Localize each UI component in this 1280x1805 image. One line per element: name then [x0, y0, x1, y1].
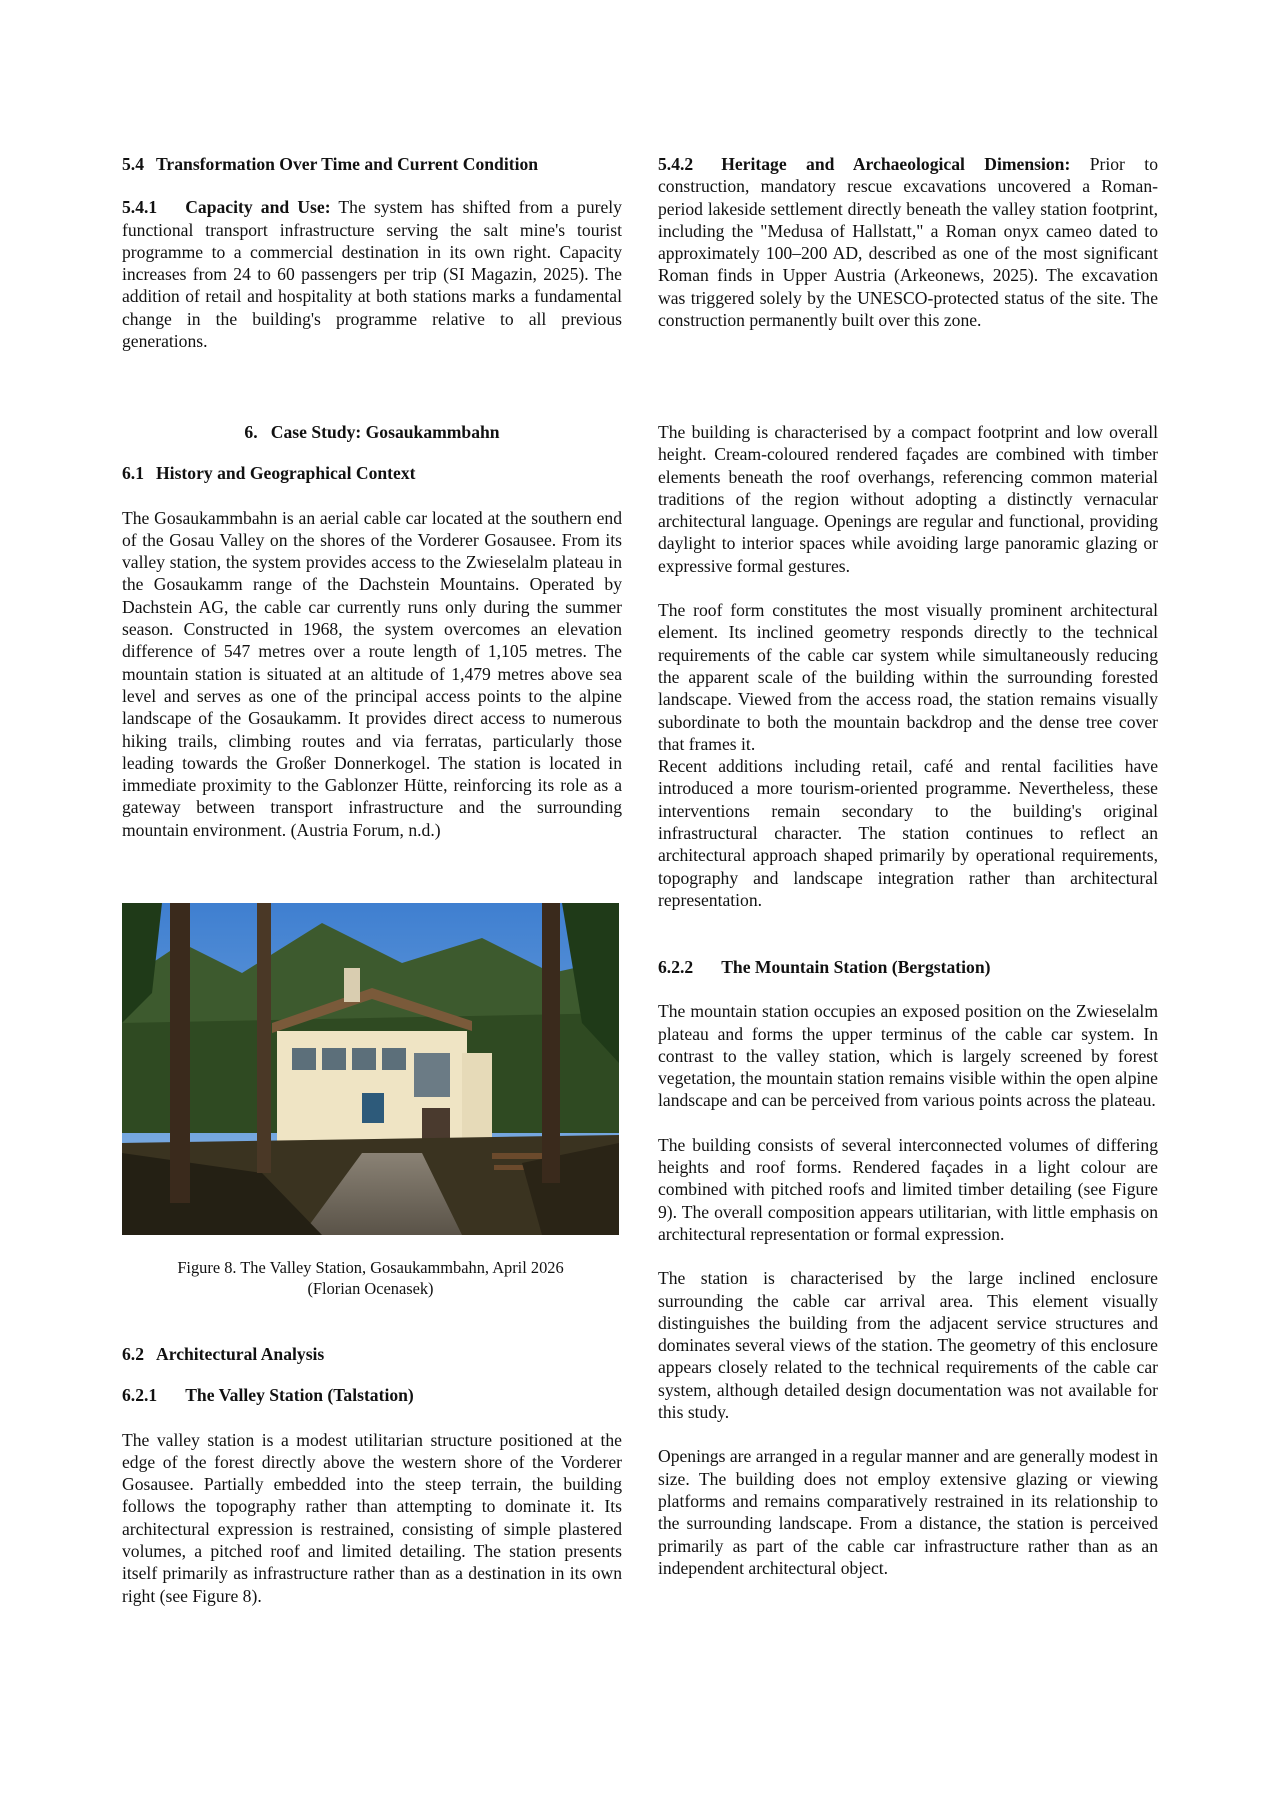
section-title: Transformation Over Time and Current Condition	[156, 154, 539, 174]
section-heading-6-2-1	[122, 1384, 622, 1406]
section-5-4-left	[122, 153, 622, 352]
paragraph-5-4-1	[122, 196, 622, 352]
section-title: The Valley Station (Talstation)	[185, 1385, 414, 1406]
section-heading-6-2	[122, 1343, 622, 1365]
figure-8-photo	[122, 903, 619, 1235]
paragraph-mountain-station-enclosure: The station is characterised by the large inclined enclosure surrounding the cable car arrival area. This element visually distinguishes the building from the adjacent service structures and dominates several views of the station. The geometry of this enclosure appears closely related to the technical requirements of the cable car system, although detailed design documentation was not available for this study.	[658, 1268, 1158, 1423]
section-6-2-2-right	[658, 956, 1158, 1579]
paragraph-mountain-station-position: The mountain station occupies an exposed position on the Zwieselalm plateau and forms the upper terminus of the cable car system. In contrast to the valley station, which is largely screened by forest vegetation, the mountain station remains visible within the open alpine landscape and can be perceived from various points across the plateau.	[658, 1001, 1158, 1111]
paragraph-text: Prior to construction, mandatory rescue excavations uncovered a Roman-period lakeside settlement directly beneath the valley station footprint, including the "Medusa of Hallstatt," a Roman onyx cameo dated to approximately 100–200 AD, described as one of the most significant Roman finds in Upper Austria (Arkeonews, 2025). The excavation was triggered solely by the UNESCO-protected status of the site. The construction permanently built over this zone.	[658, 154, 1158, 331]
paragraph-6-1: The Gosaukammbahn is an aerial cable car located at the southern end of the Gosau Valley on the shores of the Vorderer Gosausee. From its valley station, the system provides access to the Zwieselalm plateau in the Gosaukamm range of the Dachstein Mountains. Operated by Dachstein AG, the cable car currently runs only during the summer season. Constructed in 1968, the system overcomes an elevation difference of 547 metres over a route length of 1,105 metres. The mountain station is situated at an altitude of 1,479 metres above sea level and serves as one of the principal access points to the alpine landscape of the Gosaukamm. It provides direct access to numerous hiking trails, climbing routes and via ferratas, particularly those leading towards the Großer Donnerkogel. The station is located in immediate proximity to the Gablonzer Hütte, reinforcing its role as a gateway between transport infrastructure and the surrounding mountain environment. (Austria Forum, n.d.)	[122, 507, 622, 840]
section-heading-5-4	[122, 153, 622, 175]
subsection-title: Capacity and Use:	[185, 197, 331, 218]
section-number: 6.2	[122, 1344, 144, 1364]
section-title: History and Geographical Context	[156, 463, 416, 484]
section-number: 6.2.1	[122, 1385, 158, 1406]
section-title: Architectural Analysis	[156, 1344, 325, 1364]
paragraph-valley-station-additions: Recent additions including retail, café and rental facilities have introduced a more tourism-oriented programme. Nevertheless, these interventions remain secondary to the building's original infrastructural character. The station continues to reflect an architectural approach shaped primarily by operational requirements, topography and landscape integration rather than architectural representation.	[658, 756, 1158, 910]
paragraph-valley-station-building: The building is characterised by a compact footprint and low overall height. Cream-coloured rendered façades are combined with timber elements beneath the roof overhangs, referencing common material traditions of the region without adopting a distinctly vernacular architectural language. Openings are regular and functional, providing daylight to interior spaces while avoiding large panoramic glazing or expressive formal gestures.	[658, 422, 1158, 576]
figure-8-caption	[122, 1258, 619, 1299]
paragraph-text: The system has shifted from a purely functional transport infrastructure serving the salt mine's tourist programme to a commercial destination in its own right. Capacity increases from 24 to 60 passengers per trip (SI Magazin, 2025). The addition of retail and hospitality at both stations marks a fundamental change in the building's programme relative to all previous generations.	[122, 197, 622, 352]
section-5-4-2-right	[658, 153, 1158, 331]
section-heading-6-2-2	[658, 956, 1158, 978]
valley-station-image	[122, 903, 619, 1235]
section-title: The Mountain Station (Bergstation)	[721, 957, 991, 977]
section-number: 6.2.2	[658, 957, 694, 977]
section-6-2-left	[122, 1343, 622, 1607]
subsection-number: 5.4.1	[122, 197, 158, 218]
subsection-number: 5.4.2	[658, 154, 694, 174]
paragraph-valley-station-roof: The roof form constitutes the most visually prominent architectural element. Its inclined geometry responds directly to the technical requirements of the cable car system while simultaneously reducing the apparent scale of the building within the surrounding forested landscape. Viewed from the access road, the station remains visually subordinate to both the mountain backdrop and the dense tree cover that frames it.	[658, 600, 1158, 754]
caption-line-1: Figure 8. The Valley Station, Gosaukammbahn, April 2026	[177, 1258, 564, 1277]
paragraph-mountain-station-volumes: The building consists of several interconnected volumes of differing heights and roof forms. Rendered façades in a light colour are combined with pitched roofs and limited timber detailing (see Figure 9). The overall composition appears utilitarian, with little emphasis on architectural representation or formal expression.	[658, 1134, 1158, 1244]
paragraph-6-2-1: The valley station is a modest utilitarian structure positioned at the edge of the forest directly above the western shore of the Vorderer Gosausee. Partially embedded into the steep terrain, the building follows the topography rather than attempting to dominate it. Its architectural expression is restrained, consisting of simple plastered volumes, a pitched roof and limited detailing. The station presents itself primarily as infrastructure rather than as a destination in its own right (see Figure 8).	[122, 1429, 622, 1606]
section-number: 6.1	[122, 463, 144, 484]
section-6-left	[122, 421, 622, 841]
section-heading-6: 6. Case Study: Gosaukammbahn	[244, 422, 500, 442]
section-6-right	[658, 421, 1158, 911]
paragraph-5-4-2	[658, 153, 1158, 331]
section-heading-6-1	[122, 462, 622, 484]
paragraph-mountain-station-openings: Openings are arranged in a regular manner and are generally modest in size. The building does not employ extensive glazing or viewing platforms and remains comparatively restrained in its relationship to the surrounding landscape. From a distance, the station is perceived primarily as part of the cable car infrastructure rather than as an independent architectural object.	[658, 1446, 1158, 1578]
section-number: 5.4	[122, 154, 144, 174]
subsection-title: Heritage and Archaeological Dimension:	[721, 154, 1071, 174]
caption-line-2: (Florian Ocenasek)	[307, 1278, 434, 1298]
